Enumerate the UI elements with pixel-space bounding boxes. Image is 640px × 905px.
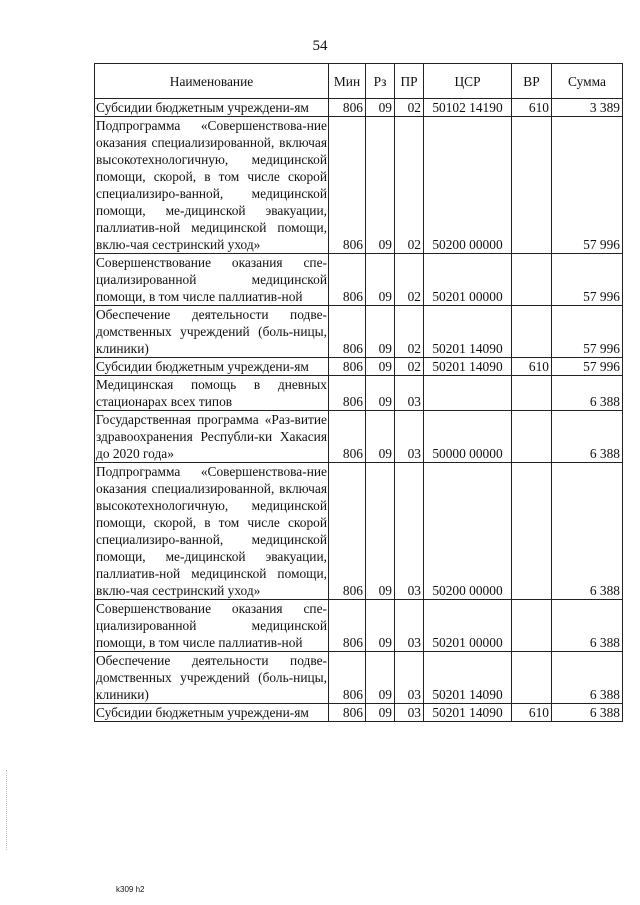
cell-rz: 09	[366, 358, 395, 376]
cell-min: 806	[329, 652, 366, 704]
cell-name: Подпрограмма «Совершенствова-ние оказания специализированной, включая высокотехнологичную, медицинской помощи, скорой, в том числе скорой специализиро-ванной, медицинской помощи, ме-дицинской эвакуации, паллиатив-ной медицинской помощи, вклю-чая сестринский уход»	[96, 464, 327, 598]
cell-name: Подпрограмма «Совершенствова-ние оказания специализированной, включая высокотехнологичную, медицинской помощи, скорой, в том числе скорой специализиро-ванной, медицинской помощи, ме-дицинской эвакуации, паллиатив-ной медицинской помощи, вклю-чая сестринский уход»	[96, 118, 327, 252]
table-row	[95, 99, 623, 117]
header-pr: ПР	[395, 64, 424, 99]
budget-table	[94, 63, 623, 722]
cell-rz: 09	[366, 117, 395, 254]
cell-vr: 610	[512, 358, 552, 376]
cell-name: Субсидии бюджетным учреждени-ям	[95, 358, 329, 376]
cell-pr: 02	[395, 358, 424, 376]
table-row	[95, 652, 623, 704]
cell-min: 806	[329, 117, 366, 254]
cell-rz: 09	[366, 652, 395, 704]
table-row	[95, 358, 623, 376]
cell-vr	[512, 652, 552, 704]
cell-sum: 6 388	[552, 600, 623, 652]
cell-rz: 09	[366, 376, 395, 411]
header-name: Наименование	[95, 64, 329, 99]
cell-rz: 09	[366, 254, 395, 306]
cell-vr	[512, 463, 552, 600]
cell-pr: 03	[395, 652, 424, 704]
cell-name: Субсидии бюджетным учреждени-ям	[95, 704, 329, 722]
cell-vr	[512, 376, 552, 411]
cell-pr: 03	[395, 704, 424, 722]
cell-csr: 50000 00000	[424, 411, 512, 463]
cell-sum: 6 388	[552, 411, 623, 463]
cell-vr	[512, 306, 552, 358]
cell-name: Обеспечение деятельности подве-домственных учреждений (боль-ницы, клиники)	[96, 653, 327, 702]
table-row	[95, 411, 623, 463]
cell-vr: 610	[512, 704, 552, 722]
cell-min: 806	[329, 254, 366, 306]
cell-name: Совершенствование оказания спе-циализированной медицинской помощи, в том числе паллиатив-ной	[96, 255, 327, 304]
cell-sum: 3 389	[552, 99, 623, 117]
header-csr: ЦСР	[424, 64, 512, 99]
cell-name: Государственная программа «Раз-витие здравоохранения Республи-ки Хакасия до 2020 года»	[96, 412, 327, 461]
cell-min: 806	[329, 463, 366, 600]
cell-rz: 09	[366, 463, 395, 600]
table-row	[95, 463, 623, 600]
cell-rz: 09	[366, 411, 395, 463]
footer-code: k309 h2	[116, 885, 145, 894]
cell-min: 806	[329, 306, 366, 358]
cell-vr	[512, 600, 552, 652]
cell-min: 806	[329, 600, 366, 652]
cell-pr: 02	[395, 117, 424, 254]
cell-pr: 03	[395, 600, 424, 652]
cell-pr: 03	[395, 376, 424, 411]
cell-vr	[512, 411, 552, 463]
cell-pr: 02	[395, 99, 424, 117]
table-body	[95, 99, 623, 722]
page-number: 54	[312, 38, 328, 54]
table-row	[95, 600, 623, 652]
cell-min: 806	[329, 704, 366, 722]
header-sum: Сумма	[552, 64, 623, 99]
cell-sum: 6 388	[552, 376, 623, 411]
cell-vr	[512, 254, 552, 306]
cell-name: Совершенствование оказания спе-циализированной медицинской помощи, в том числе паллиатив-ной	[96, 601, 327, 650]
cell-pr: 03	[395, 411, 424, 463]
table-row	[95, 117, 623, 254]
cell-pr: 02	[395, 306, 424, 358]
cell-csr: 50200 00000	[424, 117, 512, 254]
cell-sum: 57 996	[552, 117, 623, 254]
cell-csr	[424, 376, 512, 411]
cell-vr: 610	[512, 99, 552, 117]
cell-rz: 09	[366, 99, 395, 117]
cell-csr: 50102 14190	[424, 99, 512, 117]
table-header-row	[95, 64, 623, 99]
cell-sum: 57 996	[552, 254, 623, 306]
table-row	[95, 704, 623, 722]
table-row	[95, 306, 623, 358]
cell-csr: 50201 14090	[424, 652, 512, 704]
cell-sum: 6 388	[552, 652, 623, 704]
cell-csr: 50201 14090	[424, 306, 512, 358]
header-vr: ВР	[512, 64, 552, 99]
cell-vr	[512, 117, 552, 254]
cell-min: 806	[329, 376, 366, 411]
cell-pr: 02	[395, 254, 424, 306]
cell-sum: 6 388	[552, 704, 623, 722]
cell-csr: 50201 14090	[424, 358, 512, 376]
cell-sum: 57 996	[552, 306, 623, 358]
table-row	[95, 376, 623, 411]
cell-csr: 50200 00000	[424, 463, 512, 600]
table-row	[95, 254, 623, 306]
cell-rz: 09	[366, 306, 395, 358]
cell-min: 806	[329, 99, 366, 117]
cell-min: 806	[329, 411, 366, 463]
cell-rz: 09	[366, 704, 395, 722]
cell-csr: 50201 00000	[424, 600, 512, 652]
cell-rz: 09	[366, 600, 395, 652]
cell-name: Обеспечение деятельности подве-домственных учреждений (боль-ницы, клиники)	[96, 307, 327, 356]
header-rz: Рз	[366, 64, 395, 99]
cell-csr: 50201 14090	[424, 704, 512, 722]
cell-csr: 50201 00000	[424, 254, 512, 306]
cell-sum: 57 996	[552, 358, 623, 376]
cell-name: Субсидии бюджетным учреждени-ям	[95, 99, 329, 117]
margin-mark	[6, 770, 9, 850]
cell-sum: 6 388	[552, 463, 623, 600]
cell-name: Медицинская помощь в дневных стационарах всех типов	[96, 377, 327, 409]
header-min: Мин	[329, 64, 366, 99]
cell-pr: 03	[395, 463, 424, 600]
cell-min: 806	[329, 358, 366, 376]
